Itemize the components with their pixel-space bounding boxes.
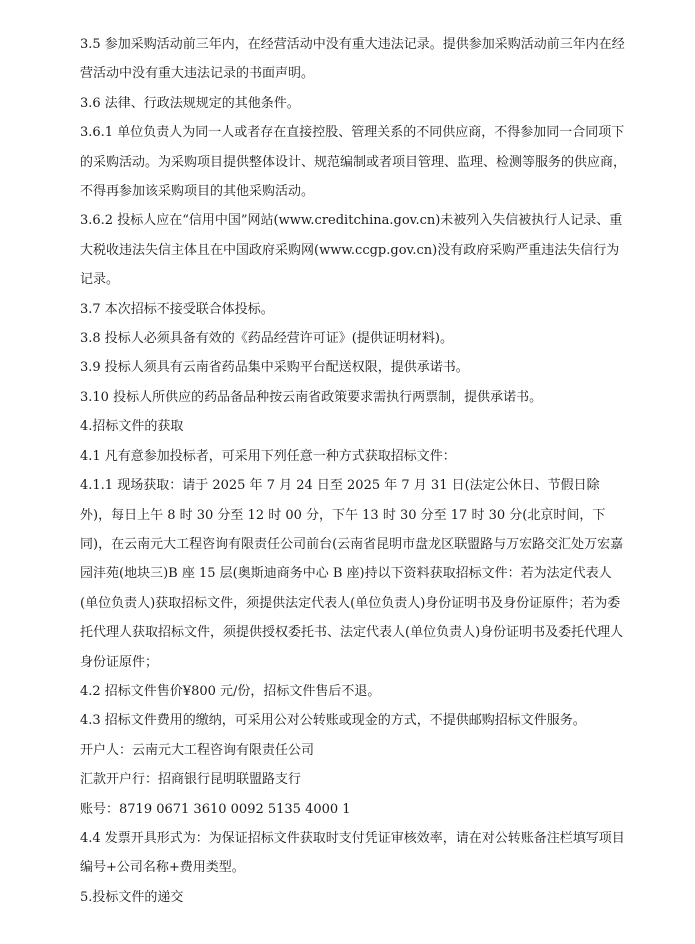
- document-body: [80, 30, 626, 912]
- paragraph-3-8: 3.8 投标人必须具备有效的《药品经营许可证》(提供证明材料)。: [80, 331, 453, 347]
- section-heading-5: 5.投标文件的递交: [80, 889, 184, 905]
- account-number: 账号：8719 0671 3610 0092 5135 4000 1: [80, 801, 351, 817]
- paragraph-3-10: 3.10 投标人所供应的药品备品种按云南省政策要求需执行两票制，提供承诺书。: [80, 389, 543, 405]
- paragraph-4-1-1: 4.1.1 现场获取：请于 2025 年 7 月 24 日至 2025 年 7 月 31 日(法定公休日、节假日除外)，每日上午 8 时 30 分至 12 时 00 分，下午 13 时 30 分至 17 时 30 分(北京时间，下同)，在云南元大工程咨询有限责任公司前台(云南省昆明市盘龙区联盟路与万宏路交汇处万宏嘉园沣苑(地块三)B 座 15 层(奥斯迪商务中心 B 座)持以下资料获取招标文件：若为法定代表人(单位负责人)获取招标文件，须提供法定代表人(单位负责人)身份证明书及身份证原件；若为委托代理人获取招标文件，须提供授权委托书、法定代表人(单位负责人)身份证明书及委托代理人身份证原件；: [80, 478, 624, 670]
- section-heading-4: 4.招标文件的获取: [80, 419, 184, 435]
- paragraph-4-3: 4.3 招标文件费用的缴纳，可采用公对公转账或现金的方式，不提供邮购招标文件服务。: [80, 713, 586, 729]
- paragraph-4-4: 4.4 发票开具形式为：为保证招标文件获取时支付凭证审核效率，请在对公转账备注栏填写项目编号+公司名称+费用类型。: [80, 830, 625, 876]
- paragraph-3-6: 3.6 法律、行政法规规定的其他条件。: [80, 95, 300, 111]
- paragraph-4-2: 4.2 招标文件售价¥800 元/份，招标文件售后不退。: [80, 683, 381, 699]
- paragraph-4-1: 4.1 凡有意参加投标者，可采用下列任意一种方式获取招标文件：: [80, 448, 456, 464]
- paragraph-3-7: 3.7 本次招标不接受联合体投标。: [80, 301, 274, 317]
- paragraph-3-6-1: 3.6.1 单位负责人为同一人或者存在直接控股、管理关系的不同供应商，不得参加同一合同项下的采购活动。为采购项目提供整体设计、规范编制或者项目管理、监理、检测等服务的供应商，不得再参加该采购项目的其他采购活动。: [80, 125, 627, 200]
- remittance-bank: 汇款开户行：招商银行昆明联盟路支行: [80, 772, 302, 788]
- account-holder: 开户人：云南元大工程咨询有限责任公司: [80, 742, 315, 758]
- paragraph-3-9: 3.9 投标人须具有云南省药品集中采购平台配送权限，提供承诺书。: [80, 360, 469, 376]
- paragraph-3-6-2: 3.6.2 投标人应在“信用中国”网站(www.creditchina.gov.cn)未被列入失信被执行人记录、重大税收违法失信主体且在中国政府采购网(www.ccgp.gov.cn)没有政府采购严重违法失信行为记录。: [80, 213, 623, 288]
- paragraph-3-5: 3.5 参加采购活动前三年内，在经营活动中没有重大违法记录。提供参加采购活动前三年内在经营活动中没有重大违法记录的书面声明。: [80, 37, 625, 82]
